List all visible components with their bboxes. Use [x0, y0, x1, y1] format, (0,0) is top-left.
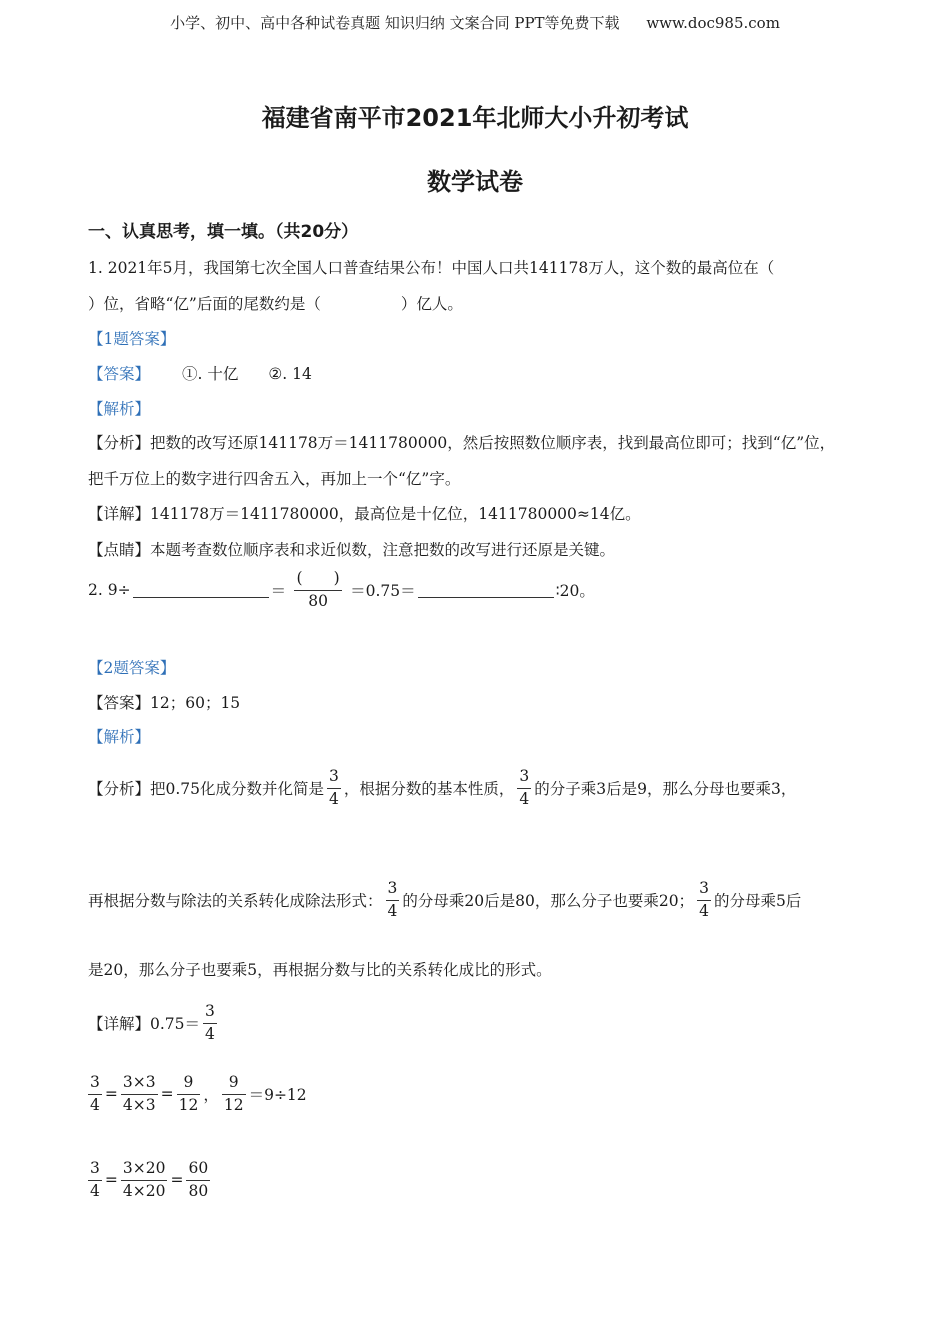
q2-question: [88, 570, 595, 611]
q2-answer: 【答案】12；60；15: [88, 694, 241, 712]
fraction-3x3-4x3: $\frac{3\times 3}{4\times 3}$: [122, 1073, 156, 1114]
q2-frac-num: ( ): [296, 569, 340, 587]
q1-answer-1: ①. 十亿: [182, 365, 239, 383]
section-heading: 一、认真思考，填一填。（共20分）: [88, 222, 359, 242]
q1-text-line2b: ）亿人。: [400, 295, 463, 313]
fraction-9-12: $\frac{9}{12}$: [178, 1073, 199, 1114]
q2-fraction: [294, 570, 342, 611]
q1-text-line2a: ）位，省略“亿”后面的尾数约是（: [88, 295, 321, 313]
q2-mid: ＝0.75＝: [350, 582, 416, 601]
page-header: [0, 12, 950, 33]
fraction-3-4: $\frac{3}{4}$: [90, 1159, 100, 1200]
q2-xiangjie: [88, 1003, 220, 1044]
q2-xiangjie-label: 【详解】0.75＝: [88, 1015, 201, 1034]
fraction-3-4: $\frac{3}{4}$: [519, 767, 530, 808]
q2-fenxi-line1: [88, 768, 796, 809]
q1-answer-2: ②. 14: [268, 365, 312, 383]
q1-answer: [88, 362, 312, 384]
fraction-3-4: $\frac{3}{4}$: [329, 767, 339, 808]
header-text: 小学、初中、高中各种试卷真题 知识归纳 文案合同 PPT等免费下载: [170, 14, 620, 32]
q1-dianjing: 【点睛】本题考查数位顺序表和求近似数，注意把数的改写进行还原是关键。: [88, 541, 616, 559]
header-site[interactable]: www.doc985.com: [646, 14, 780, 32]
q1-xiangjie: 【详解】141178万＝1411780000，最高位是十亿位，1411780000≈14亿。: [88, 505, 641, 523]
fraction-3-4: $\frac{3}{4}$: [387, 879, 398, 920]
q2-equation-2: $\frac{3}{4}$ = $\frac{3\times 20}{4\times 20}$ = $\frac{60}{80}$: [90, 1159, 209, 1200]
q2-suffix: ∶20。: [555, 582, 595, 601]
q2-equation-1: $\frac{3}{4}$ = $\frac{3\times 3}{4\times 3}$ = $\frac{9}{12}$ ， $\frac{9}{12}$ ＝9÷12: [90, 1073, 307, 1114]
fraction-3x20-4x20: $\frac{3\times 20}{4\times 20}$: [122, 1159, 166, 1200]
q1-answer-label: 【答案】: [88, 365, 151, 383]
q2-line2-b: 的分母乘20后是80，那么分子也要乘20；: [402, 892, 695, 911]
q1-analysis-heading: 【解析】: [88, 400, 151, 418]
q2-eq1: ＝: [270, 582, 287, 601]
q2-fenxi-line2: [88, 880, 801, 921]
q1-text-line1: 1. 2021年5月，我国第七次全国人口普查结果公布！中国人口共141178万人，这个数的最高位在（: [88, 259, 775, 277]
q2-fenxi-b: ，根据分数的基本性质，: [343, 780, 515, 799]
fraction-3-4: $\frac{3}{4}$: [90, 1073, 100, 1114]
q2-line2-a: 再根据分数与除法的关系转化成除法形式：: [88, 892, 383, 911]
fraction-3-4: $\frac{3}{4}$: [205, 1002, 215, 1043]
fraction-3-4: $\frac{3}{4}$: [699, 879, 709, 920]
q2-line2-c: 的分母乘5后: [713, 892, 802, 911]
q2-answer-heading: 【2题答案】: [88, 659, 176, 677]
page-subtitle: 数学试卷: [427, 168, 523, 196]
page-title: 福建省南平市2021年北师大小升初考试: [261, 104, 689, 132]
q2-blank-2: [418, 583, 554, 598]
q1-text-line2: [88, 292, 463, 314]
q1-fenxi-line2: 把千万位上的数字进行四舍五入，再加上一个“亿”字。: [88, 470, 461, 488]
q1-answer-heading: 【1题答案】: [88, 330, 176, 348]
q2-fenxi-a: 【分析】把0.75化成分数并化简是: [88, 780, 325, 799]
q2-fenxi-line3: 是20，那么分子也要乘5，再根据分数与比的关系转化成比的形式。: [88, 961, 552, 979]
q2-frac-den: 80: [308, 591, 328, 610]
q2-prefix: 2. 9÷: [88, 581, 131, 600]
fraction-60-80: $\frac{60}{80}$: [188, 1159, 209, 1200]
q2-equation-1-tail: ＝9÷12: [248, 1086, 307, 1105]
q1-fenxi-line1: 【分析】把数的改写还原141178万＝1411780000，然后按照数位顺序表，找到最高位即可；找到“亿”位，: [88, 434, 836, 452]
q2-analysis-heading: 【解析】: [88, 728, 151, 746]
q2-fenxi-c: 的分子乘3后是9，那么分母也要乘3，: [534, 780, 797, 799]
fraction-9-12: $\frac{9}{12}$: [223, 1073, 244, 1114]
q2-blank-1: [133, 583, 269, 598]
